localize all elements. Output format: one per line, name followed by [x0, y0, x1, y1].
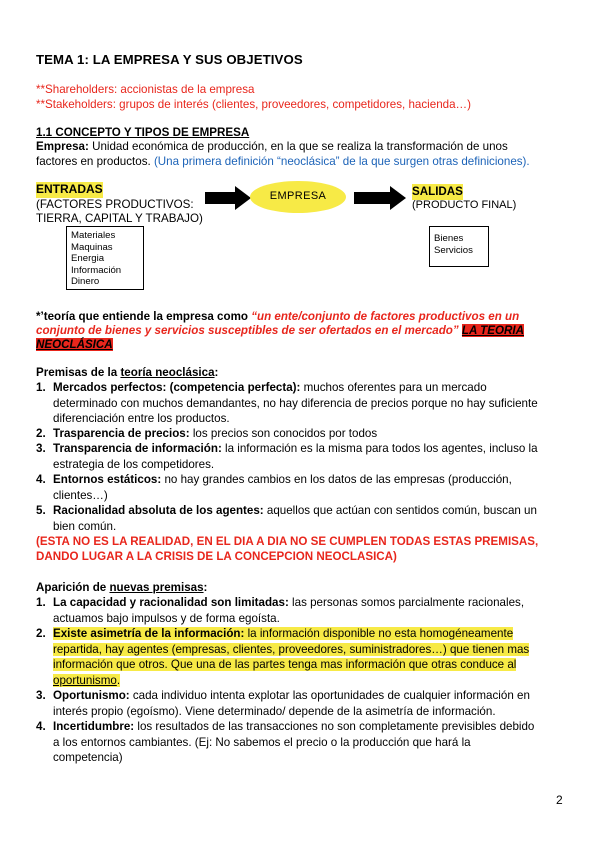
- premisas-heading-prefix: Premisas de la: [36, 366, 121, 379]
- item-bold: La capacidad y racionalidad son limitadas:: [53, 596, 289, 609]
- item-line3: competencia): [53, 751, 123, 764]
- item-line2: determinado con muchos demandantes, no hay diferencia de precios porque no hay suficiente: [53, 396, 538, 410]
- item-line2: repartida, hay agentes (empresas, clientes, proveedores, suministradores…) que tienen mas: [53, 642, 530, 656]
- empresa-definition-line2: [36, 154, 530, 170]
- empresa-label: Empresa:: [36, 140, 89, 153]
- page-title: TEMA 1: LA EMPRESA Y SUS OBJETIVOS: [36, 52, 303, 67]
- item-line2: a los entornos cambiantes. (Ej: No sabemos el precio o la producción que hará la: [53, 735, 471, 749]
- nuevas-heading-link: nuevas premisas: [109, 581, 204, 594]
- theory-label-2: NEOCLÁSICA: [36, 338, 113, 351]
- theory-quote-1: “un ente/conjunto de factores productivos en un: [251, 310, 520, 323]
- salidas-label: SALIDAS: [412, 185, 463, 198]
- list-number: 3.: [36, 689, 46, 702]
- item-line2: bien común.: [53, 519, 117, 533]
- item-bold: Mercados perfectos: (competencia perfecta):: [53, 381, 301, 394]
- list-number: 5.: [36, 504, 46, 517]
- empresa-definition-line1: [36, 139, 508, 155]
- section-heading: 1.1 CONCEPTO Y TIPOS DE EMPRESA: [36, 126, 250, 139]
- input-item: Energia: [71, 253, 105, 265]
- input-item: Dinero: [71, 276, 100, 288]
- empresa-blue-note: (Una primera definición “neoclásica” de la que surgen otras definiciones).: [150, 155, 530, 168]
- list-number: 1.: [36, 381, 46, 394]
- list-number: 1.: [36, 596, 46, 609]
- item-bold: Oportunismo:: [53, 689, 130, 702]
- item-bold: Existe asimetría de la información:: [53, 627, 245, 640]
- item-line2: interés propio (egoísmo). Viene determinado/ depende de la asimetría de información.: [53, 704, 496, 718]
- list-number: 2.: [36, 427, 46, 440]
- list-number: 4.: [36, 473, 46, 486]
- nuevas-heading: [36, 580, 207, 596]
- item-text: los resultados de las transacciones no son completamente previsibles debido: [134, 720, 535, 733]
- stakeholders-note: **Stakeholders: grupos de interés (clientes, proveedores, competidores, hacienda…): [36, 98, 472, 111]
- item-line2: clientes…): [53, 488, 108, 502]
- item-text: aquellos que actúan con sentidos común, buscan un: [263, 504, 537, 517]
- nuevas-list: [36, 595, 566, 775]
- empresa-text-2: factores en productos.: [36, 155, 151, 168]
- theory-quote-2: conjunto de bienes y servicios susceptibles de ser ofertados en el mercado”: [36, 324, 459, 337]
- entradas-sub2: TIERRA, CAPITAL Y TRABAJO): [36, 212, 203, 225]
- warning-line1: (ESTA NO ES LA REALIDAD, EN EL DIA A DIA NO SE CUMPLEN TODAS ESTAS PREMISAS,: [36, 535, 539, 548]
- arrow-right-icon: [354, 186, 406, 210]
- entradas-sub1: (FACTORES PRODUCTIVOS:: [36, 198, 194, 211]
- warning-line2: DANDO LUGAR A LA CRISIS DE LA CONCEPCION NEOCLASICA): [36, 550, 397, 563]
- premisas-heading: [36, 365, 218, 381]
- inputs-box: [66, 226, 144, 290]
- item-bold: Racionalidad absoluta de los agentes:: [53, 504, 264, 517]
- item-line3: diferenciación entre los productos.: [53, 412, 230, 425]
- premisas-list: [36, 380, 566, 540]
- theory-label-1: LA TEORIA: [461, 324, 524, 337]
- entradas-label: ENTRADAS: [36, 182, 103, 196]
- list-number: 4.: [36, 720, 46, 733]
- item-bold: Incertidumbre:: [53, 720, 135, 733]
- input-item: Materiales: [71, 230, 116, 241]
- premisas-heading-link: teoría neoclásica: [120, 366, 215, 379]
- item-text: los precios son conocidos por todos: [189, 427, 378, 440]
- item-text: cada individuo intenta explotar las oportunidades de cualquier información en: [129, 689, 530, 702]
- item-text: las personas somos parcialmente racionales,: [288, 596, 525, 609]
- item-line4-end: .: [116, 673, 121, 687]
- item-text: la información disponible no esta homogéneamente: [244, 627, 514, 640]
- input-item: Maquinas: [71, 241, 113, 253]
- nuevas-heading-suffix: :: [203, 581, 208, 594]
- item-line4-link: oportunismo: [53, 673, 117, 687]
- page-number: 2: [556, 793, 563, 807]
- premisas-heading-suffix: :: [214, 366, 219, 379]
- arrow-right-icon: [205, 186, 251, 210]
- list-number: 3.: [36, 442, 46, 455]
- list-item-body: [53, 380, 568, 427]
- item-text: la información es la misma para todos los agentes, incluso la: [221, 442, 538, 455]
- input-item: Información: [71, 264, 122, 276]
- theory-line3: [36, 337, 113, 353]
- output-item: Servicios: [434, 244, 473, 256]
- output-item: Bienes: [434, 233, 464, 244]
- theory-prefix: *’teoría que entiende la empresa como: [36, 310, 252, 323]
- item-line2: estrategia de los competidores.: [53, 457, 215, 471]
- shareholders-note: **Shareholders: accionistas de la empresa: [36, 83, 255, 96]
- empresa-ellipse: EMPRESA: [250, 181, 346, 213]
- item-bold: Entornos estáticos:: [53, 473, 162, 486]
- empresa-text: Unidad económica de producción, en la que se realiza la transformación de unos: [88, 140, 508, 153]
- item-text: no hay grandes cambios en los datos de las empresas (producción,: [161, 473, 512, 486]
- item-text: muchos oferentes para un mercado: [300, 381, 487, 394]
- item-bold: Transparencia de información:: [53, 442, 222, 455]
- item-line2: actuamos bajo impulsos y de forma egoísta.: [53, 611, 280, 625]
- item-line3: información que otros. Que una de las partes tenga mas información que otras conduce al: [53, 658, 517, 671]
- salidas-sub: (PRODUCTO FINAL): [412, 199, 517, 211]
- list-number: 2.: [36, 627, 46, 640]
- item-bold: Trasparencia de precios:: [53, 427, 190, 440]
- nuevas-heading-prefix: Aparición de: [36, 581, 110, 594]
- outputs-box: [429, 226, 489, 267]
